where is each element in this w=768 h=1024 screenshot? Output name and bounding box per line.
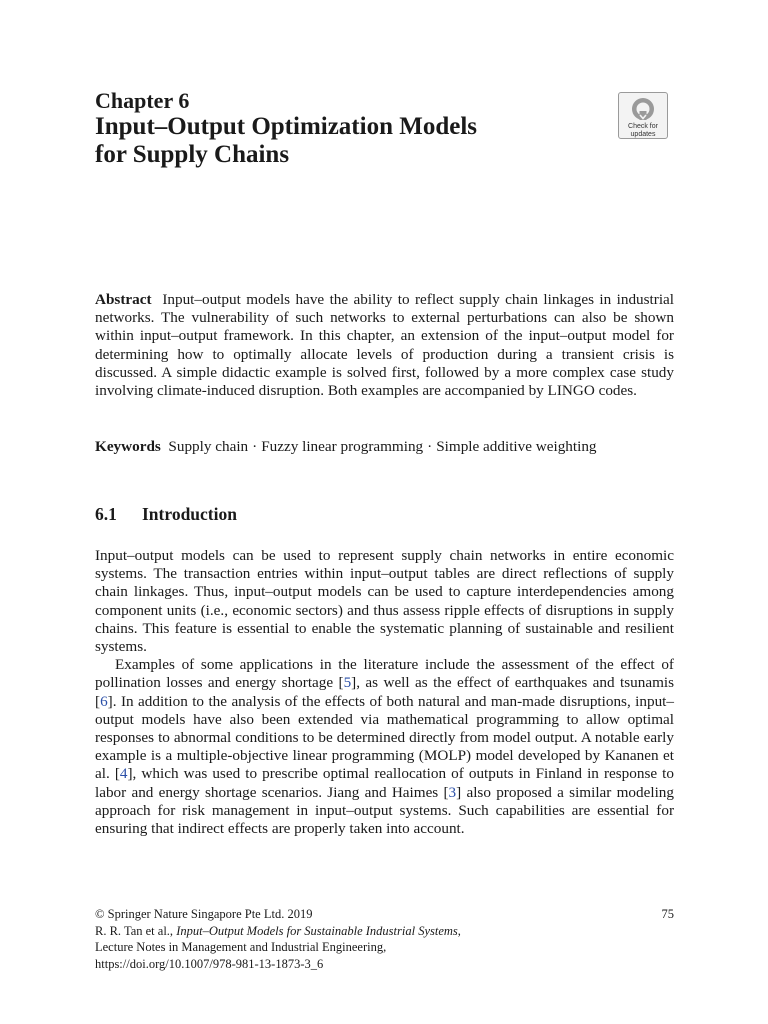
page-number: 75 <box>661 907 674 921</box>
chapter-title <box>95 113 565 169</box>
body-text <box>95 547 674 838</box>
copyright-line: © Springer Nature Singapore Pte Ltd. 2019 <box>95 907 313 921</box>
keyword-item: Supply chain <box>168 438 249 455</box>
keyword-item: Fuzzy linear programming <box>261 438 424 455</box>
paragraph-text: ] also proposed a similar modeling approach for risk management in input–output systems. Such capabilities are essential for ensuring that indirect effects are properly taken into account. <box>95 783 674 838</box>
doi-link[interactable]: https://doi.org/10.1007/978-981-13-1873-3_6 <box>95 956 324 971</box>
badge-text-line-1: Check for <box>628 123 658 130</box>
citation-link[interactable]: 5 <box>343 674 352 692</box>
check-for-updates-icon <box>630 96 656 122</box>
abstract-heading: Abstract <box>95 291 152 308</box>
chapter-label: Chapter 6 <box>95 88 190 113</box>
section-number: 6.1 <box>95 504 117 524</box>
paragraph: Input–output models can be used to represent supply chain networks in entire economic systems. The transaction entries within input–output tables are direct reflections of supply chain linkages. Thus, input–output models can be used to capture interdependencies among component units (i.e., economic sectors) and thus assess ripple effects of disruptions in supply chains. This feature is essential to enable the systematic planning of sustainable and resilient systems. <box>95 547 674 656</box>
paragraph-text: ]. In addition to the analysis of the effects of both natural and man-made disruptions, input–output models have also been extended via mathematical programming to allow optimal responses to abnormal conditions to be determined directly from model output. A notable early example is a multiple-objective linear programming (MOLP) model developed by Kananen et al. [ <box>95 692 674 783</box>
page-footer <box>95 906 674 972</box>
paragraph-text: ], which was used to prescribe optimal reallocation of outputs in Finland in response to labor and energy shortage scenarios. Jiang and Haimes [ <box>95 765 674 801</box>
paragraph-text: Examples of some applications in the literature include the assessment of the effect of pollination losses and energy shortage [ <box>95 656 674 692</box>
paragraph <box>95 656 674 838</box>
chapter-title-line-2: for Supply Chains <box>95 141 290 168</box>
citation-link[interactable]: 4 <box>119 765 128 783</box>
keyword-separator: · <box>427 438 433 455</box>
section-title: Introduction <box>142 504 237 524</box>
check-for-updates-badge[interactable] <box>618 92 668 139</box>
section-heading <box>95 504 237 525</box>
footer-authors: R. R. Tan et al., <box>95 923 174 938</box>
keywords-heading: Keywords <box>95 438 161 455</box>
paper-page <box>95 0 674 1024</box>
keyword-separator: · <box>252 438 258 455</box>
keyword-item: Simple additive weighting <box>436 438 597 455</box>
keywords <box>95 438 674 456</box>
citation-line: R. R. Tan et al., Input–Output Models for Sustainable Industrial Systems, <box>95 923 461 938</box>
abstract-text: Input–output models have the ability to reflect supply chain linkages in industrial networks. The vulnerability of such networks to external perturbations can also be shown within input–output framework. In this chapter, an extension of the input–output model for determining how to optimally allocate levels of production during a transient crisis is discussed. A simple didactic example is solved first, followed by a more complex case study involving climate-induced disruption. Both examples are accompanied by LINGO codes. <box>95 291 674 400</box>
citation-link[interactable]: 6 <box>100 692 108 710</box>
abstract <box>95 291 674 400</box>
footer-book-title: Input–Output Models for Sustainable Industrial Systems <box>176 923 458 938</box>
chapter-title-line-1: Input–Output Optimization Models <box>95 113 478 140</box>
series-line: Lecture Notes in Management and Industrial Engineering, <box>95 940 387 954</box>
badge-text-line-2: updates <box>630 131 656 138</box>
paragraph-text: ], as well as the effect of earthquakes and tsunamis [ <box>95 674 675 710</box>
citation-link[interactable]: 3 <box>448 783 457 801</box>
